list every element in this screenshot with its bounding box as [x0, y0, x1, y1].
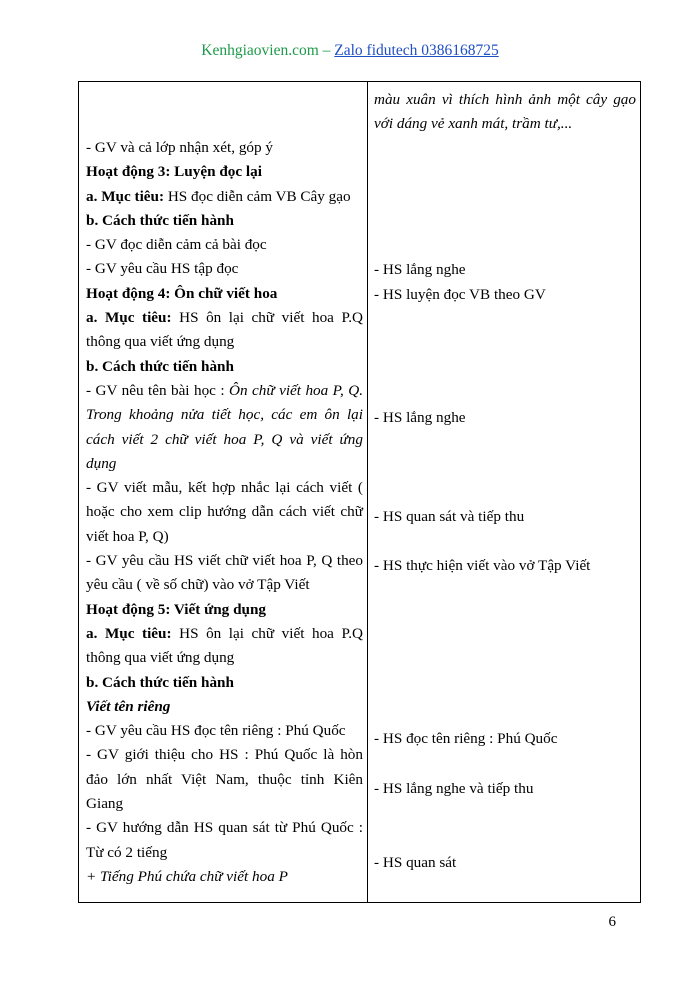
- section-heading: Hoạt động 3: Luyện đọc lại: [86, 163, 262, 181]
- paragraph: - GV yêu cầu HS tập đọc: [86, 260, 239, 278]
- paragraph: màu xuân vì thích hình ảnh một cây gạo với dáng vẻ xanh mát, trầm tư,...: [374, 91, 636, 133]
- paragraph: - GV yêu cầu HS viết chữ viết hoa P, Q theo yêu cầu ( về số chữ) vào vở Tập Viết: [86, 552, 363, 594]
- paragraph: - GV đọc diễn cảm cả bài đọc: [86, 236, 267, 254]
- section-heading: Hoạt động 4: Ôn chữ viết hoa: [86, 284, 278, 302]
- paragraph: - GV viết mẫu, kết hợp nhắc lại cách viết ( hoặc cho xem clip hướng dẫn cách viết chữ viết hoa P, Q): [86, 479, 363, 545]
- page-header: [0, 42, 700, 60]
- paragraph: a. Mục tiêu: HS ôn lại chữ viết hoa P.Q thông qua viết ứng dụng: [86, 309, 364, 351]
- paragraph: - GV và cả lớp nhận xét, góp ý: [86, 139, 274, 156]
- paragraph: - HS đọc tên riêng : Phú Quốc: [374, 730, 558, 747]
- paragraph: - GV nêu tên bài học : Ôn chữ viết hoa P, Q. Trong khoảng nửa tiết học, các em ôn lại cách viết 2 chữ viết hoa P, Q và viết ứng dụng: [86, 381, 363, 472]
- teacher-activities-column: [86, 136, 363, 889]
- paragraph: - HS quan sát: [374, 854, 457, 871]
- paragraph: - GV yêu cầu HS đọc tên riêng : Phú Quốc: [86, 722, 346, 740]
- paragraph: - HS luyện đọc VB theo GV: [374, 286, 546, 303]
- site-name[interactable]: Kenhgiaovien.com: [201, 42, 319, 59]
- paragraph: + Tiếng Phú chứa chữ viết hoa P: [86, 867, 288, 885]
- section-heading: Hoạt động 5: Viết ứng dụng: [86, 600, 267, 618]
- zalo-contact-link[interactable]: Zalo fidutech 0386168725: [334, 42, 499, 59]
- paragraph: - HS lắng nghe: [374, 409, 466, 426]
- header-separator: –: [318, 42, 335, 59]
- paragraph: - GV hướng dẫn HS quan sát từ Phú Quốc : Từ có 2 tiếng: [86, 819, 363, 861]
- section-heading: b. Cách thức tiến hành: [86, 357, 234, 375]
- paragraph: - HS thực hiện viết vào vở Tập Viết: [374, 557, 591, 574]
- lesson-table: [78, 81, 641, 903]
- paragraph: - HS lắng nghe và tiếp thu: [374, 780, 534, 797]
- paragraph: a. Mục tiêu: HS ôn lại chữ viết hoa P.Q thông qua viết ứng dụng: [86, 624, 364, 667]
- section-heading: b. Cách thức tiến hành: [86, 673, 234, 691]
- paragraph: - GV giới thiệu cho HS : Phú Quốc là hòn đảo lớn nhất Việt Nam, thuộc tỉnh Kiên Giang: [86, 746, 363, 813]
- paragraph: a. Mục tiêu: HS đọc diễn cảm VB Cây gạo: [86, 187, 351, 205]
- page-number: 6: [608, 914, 616, 930]
- paragraph: - HS lắng nghe: [374, 261, 466, 278]
- column-divider: [367, 82, 368, 902]
- paragraph: - HS quan sát và tiếp thu: [374, 508, 525, 525]
- subheading: Viết tên riêng: [86, 697, 171, 715]
- section-heading: b. Cách thức tiến hành: [86, 211, 234, 229]
